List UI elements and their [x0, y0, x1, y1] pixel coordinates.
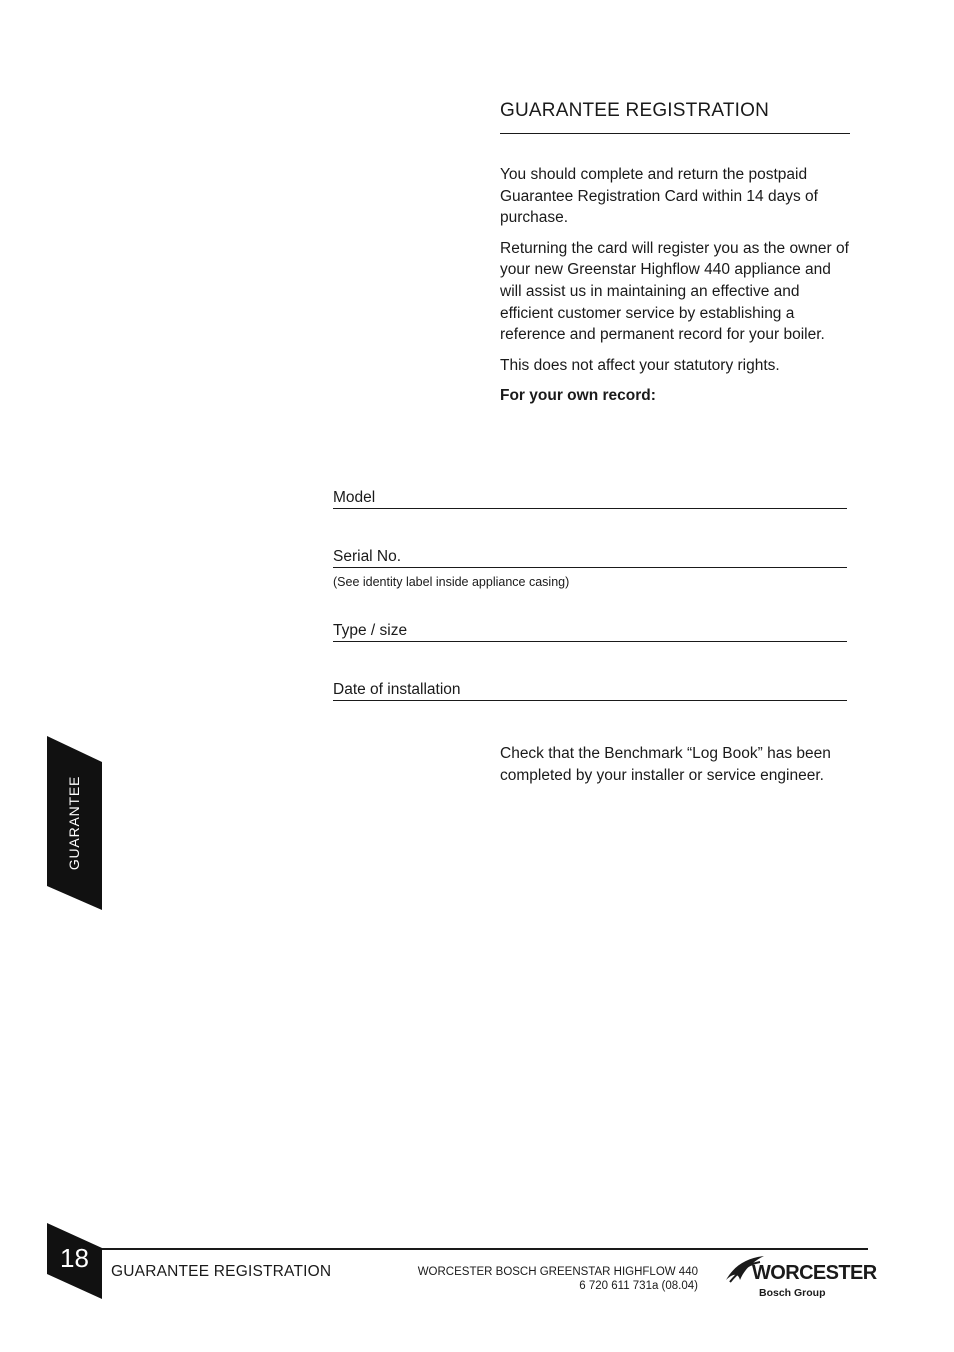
paragraph-return-card: You should complete and return the postpaid Guarantee Registration Card within 14 days of purchase.: [500, 166, 818, 227]
paragraph-statutory: This does not affect your statutory rights.: [500, 356, 780, 374]
footer-document-code: 6 720 611 731a (08.04): [579, 1280, 698, 1292]
side-tab-label: GUARANTEE: [66, 775, 83, 871]
footer-product-name: WORCESTER BOSCH GREENSTAR HIGHFLOW 440: [417, 1266, 698, 1278]
record-label: For your own record:: [500, 387, 656, 405]
model-label: Model: [333, 489, 376, 506]
serial-label: Serial No.: [333, 548, 402, 565]
paragraph-registration: Returning the card will register you as the owner of your new Greenstar Highflow 440 appliance and will assist us in maintaining an effective and efficient customer service by establishing a reference and permanent record for your boiler.: [500, 239, 849, 344]
footer-rule: [102, 1248, 868, 1250]
serial-note: (See identity label inside appliance casing): [333, 575, 570, 589]
closing-note: [500, 743, 852, 795]
page-number: 18: [60, 1243, 89, 1273]
logo-wordmark: WORCESTER: [752, 1262, 877, 1284]
heading-rule: [500, 133, 850, 134]
footer-section-title: GUARANTEE REGISTRATION: [111, 1263, 332, 1280]
side-tab: [47, 736, 102, 910]
type-size-label: Type / size: [333, 622, 408, 639]
paragraph-log-book: Check that the Benchmark “Log Book” has been completed by your installer or service engineer.: [500, 745, 831, 784]
logo-subtitle: Bosch Group: [759, 1287, 826, 1299]
intro-text: [500, 164, 852, 416]
date-field[interactable]: [333, 681, 847, 701]
type-size-field[interactable]: [333, 622, 847, 642]
model-field[interactable]: [333, 489, 847, 509]
serial-field[interactable]: [333, 548, 847, 568]
page-heading: GUARANTEE REGISTRATION: [500, 100, 770, 121]
date-label: Date of installation: [333, 681, 461, 698]
